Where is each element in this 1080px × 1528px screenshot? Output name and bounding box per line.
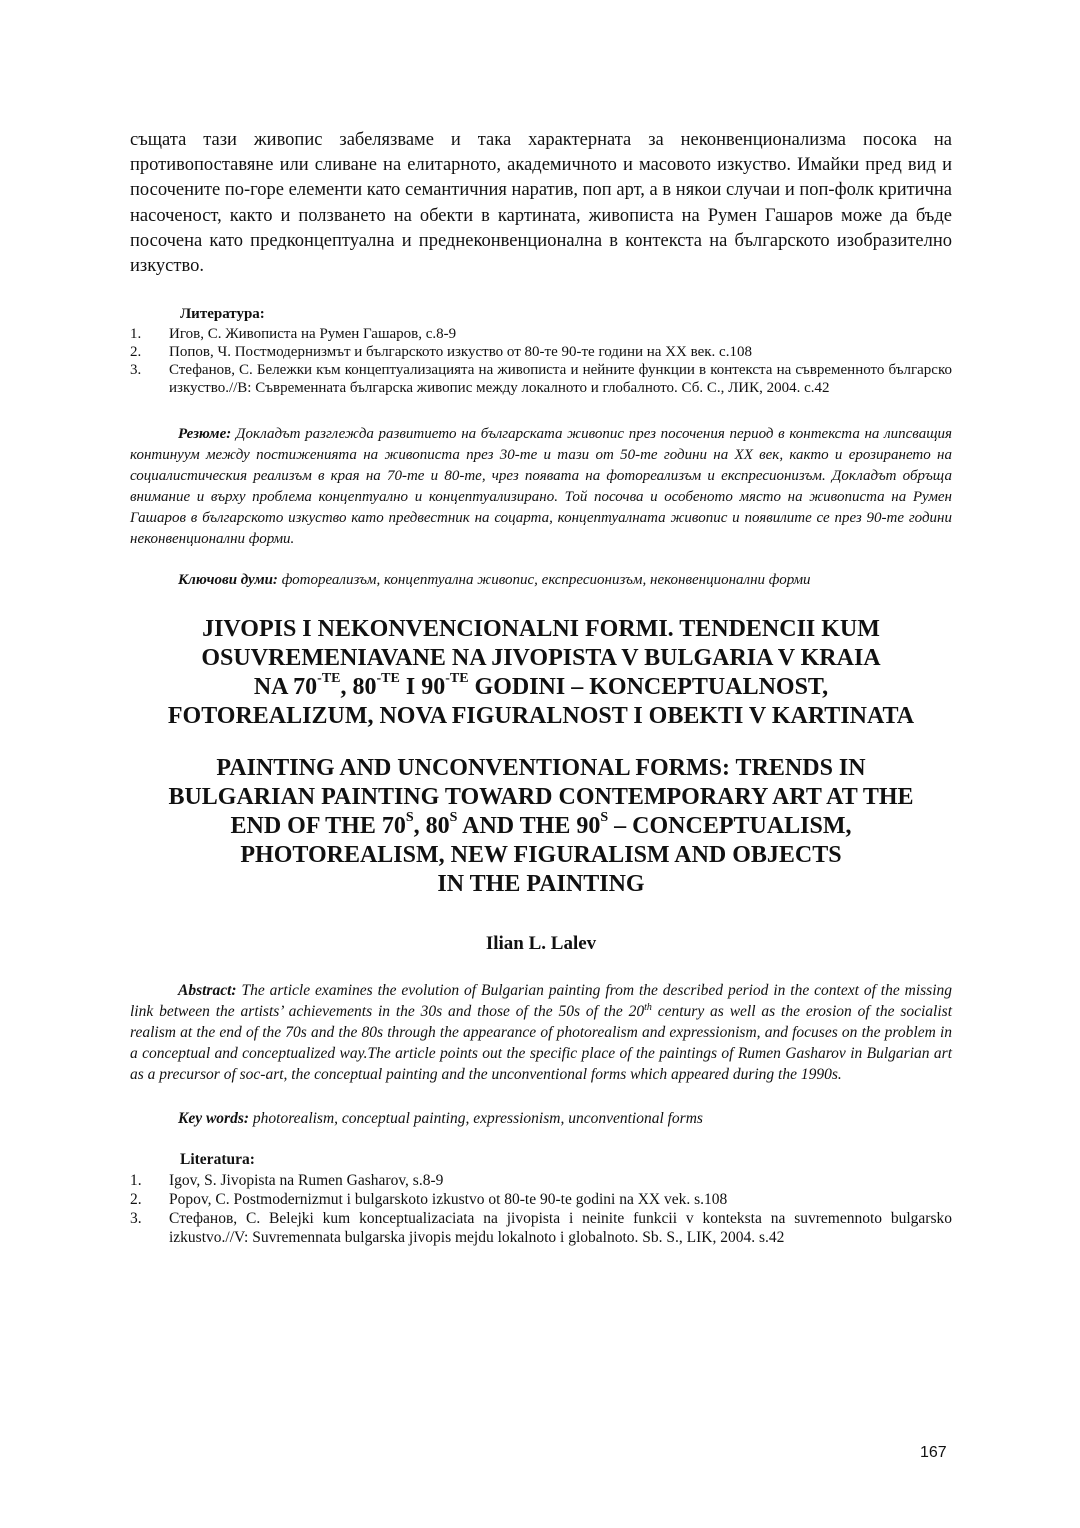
item-number: 2. xyxy=(130,344,142,361)
literature-heading-en: Literatura: xyxy=(180,1151,255,1169)
keywords-text: фотореализъм, концептуална живопис, експресионизъм, неконвенционални форми xyxy=(277,572,811,589)
title-fragment: I 90 xyxy=(399,674,446,701)
title-line: IN THE PAINTING xyxy=(437,871,645,898)
title-english xyxy=(130,754,952,899)
title-line: PAINTING AND UNCONVENTIONAL FORMS: TRENDS IN xyxy=(216,755,866,782)
item-text: Попов, Ч. Постмодернизмът и българското изкуство от 80-те 90-те години на ХХ век. с.108 xyxy=(169,344,752,361)
intro-paragraph: същата тази живопис забелязваме и така характерната за неконвенционализма посока на противопоставяне или сливане на елитарното, академичното и масовото изкуство. Имайки пред вид и посочените по-горе елементи като семантичния наратив, поп арт, а в някои случаи и поп-фолк критична насоченост, както и ползването на обекти в картината, живописта на Румен Гашаров може да бъде посочена като предконцептуална и преднеконвенционална в контекста на българското изобразително изкуство. xyxy=(130,130,952,277)
page-number: 167 xyxy=(920,1444,947,1461)
abstract-text: The article examines the evolution of Bulgarian painting from the described period in the context of the missing link between the artists’ achievements in the 30s and those of the 50s of the 20 xyxy=(130,982,952,1021)
item-text: Стефанов, С. Belejki kum konceptualizaciata na jivopista i neinite funkcii v konteksta na suvremennoto bulgarsko izkustvo.//V: Suvremennata bulgarska jivopis mejdu lokalnoto i globalnoto. Sb. S., LIK, 2004. s.42 xyxy=(169,1210,952,1247)
item-number: 3. xyxy=(130,362,142,379)
keywords-en xyxy=(178,1109,952,1129)
literature-list-bg xyxy=(130,325,952,397)
resume-text: Докладът разглежда развитието на българската живопис през посочения период в контекста на липсващия континуум между постиженията на живописта през 30-те и тази от 50-те години на ХХ век, както и ерозирането на социалистическия реализъм в края на 70-те и 80-те, чрез появата на фотореализъм и експресионизъм. Докладът обръща внимание и върху проблема концептуално и концептуализирано. Той посочва и особеното място на живописта на Румен Гашаров в българското изкуство като предвестник на соцарта, концептуалната живопис и появилите се през 90-те години неконвенционални форми. xyxy=(130,426,952,548)
title-line: OSUVREMENIAVANE NA JIVOPISTA V BULGARIA V KRAIA xyxy=(201,645,881,672)
keywords-label: Ключови думи: xyxy=(178,572,278,589)
item-text: Игов, С. Живописта на Румен Гашаров, с.8-9 xyxy=(169,326,457,343)
title-fragment: NA 70 xyxy=(253,674,318,701)
abstract-en xyxy=(130,980,952,1085)
title-line: JIVOPIS I NEKONVENCIONALNI FORMI. TENDENCII KUM xyxy=(202,616,880,643)
literature-heading-bg: Литература: xyxy=(180,306,265,323)
item-number: 1. xyxy=(130,326,142,343)
item-number: 2. xyxy=(130,1191,142,1209)
literature-item xyxy=(130,1209,952,1247)
title-fragment: AND THE 90 xyxy=(457,813,601,840)
title-superscript: -TE xyxy=(445,671,469,687)
literature-item xyxy=(130,361,952,397)
keywords-text: photorealism, conceptual painting, expressionism, unconventional forms xyxy=(249,1110,703,1128)
literature-list-en xyxy=(130,1171,952,1247)
title-fragment: END OF THE 70 xyxy=(230,813,406,840)
keywords-bg xyxy=(178,570,952,590)
resume-label: Резюме: xyxy=(178,426,232,443)
title-superscript: -TE xyxy=(317,671,341,687)
title-fragment: GODINI – KONCEPTUALNOST, xyxy=(468,674,829,701)
title-superscript: -TE xyxy=(376,671,400,687)
title-line: BULGARIAN PAINTING TOWARD CONTEMPORARY ART AT THE xyxy=(168,784,914,811)
title-line: FOTOREALIZUM, NOVA FIGURALNOST I OBEKTI V KARTINATA xyxy=(167,703,915,730)
title-line xyxy=(130,812,952,841)
item-text: Popov, C. Postmodernizmut i bulgarskoto izkustvo ot 80-te 90-te godini na XX vek. s.108 xyxy=(169,1191,728,1209)
abstract-label: Abstract: xyxy=(178,982,237,1000)
literature-item xyxy=(130,343,952,361)
title-line xyxy=(130,673,952,702)
title-superscript: S xyxy=(600,810,609,826)
title-superscript: S xyxy=(405,810,414,826)
item-number: 1. xyxy=(130,1172,142,1190)
title-transliterated xyxy=(130,615,952,731)
page-content xyxy=(130,128,952,1247)
item-text: Igov, S. Jivopista na Rumen Gasharov, s.8-9 xyxy=(169,1172,444,1190)
title-fragment: , 80 xyxy=(413,813,450,840)
item-text: Стефанов, С. Бележки към концептуализацията на живописта и нейните функции в контекста на съвременното българско изкуство.//В: Съвременната българска живопис между локалното и глобалното. Сб. С., ЛИК, 2004. с.42 xyxy=(169,362,952,397)
title-fragment: – CONCEPTUALISM, xyxy=(608,813,852,840)
resume-bg xyxy=(130,424,952,550)
keywords-label: Key words: xyxy=(178,1110,250,1128)
literature-item xyxy=(130,325,952,343)
literature-item xyxy=(130,1171,952,1190)
title-superscript: S xyxy=(449,810,458,826)
abstract-text: century as well as the erosion of the socialist realism at the end of the 70s and the 80s through the appearance of photorealism and expressionism, and focuses on the problem in a conceptual and conceptualized way.The article points out the specific place of the paintings of Rumen Gasharov in Bulgarian art as a precursor of soc-art, the conceptual painting and the unconventional forms which appeared during the 1990s. xyxy=(130,1003,952,1084)
abstract-superscript: th xyxy=(644,1002,652,1014)
title-fragment: , 80 xyxy=(340,674,377,701)
item-number: 3. xyxy=(130,1210,142,1228)
author-name: Ilian L. Lalev xyxy=(485,933,597,955)
literature-item xyxy=(130,1190,952,1209)
title-line: PHOTOREALISM, NEW FIGURALISM AND OBJECTS xyxy=(240,842,842,869)
